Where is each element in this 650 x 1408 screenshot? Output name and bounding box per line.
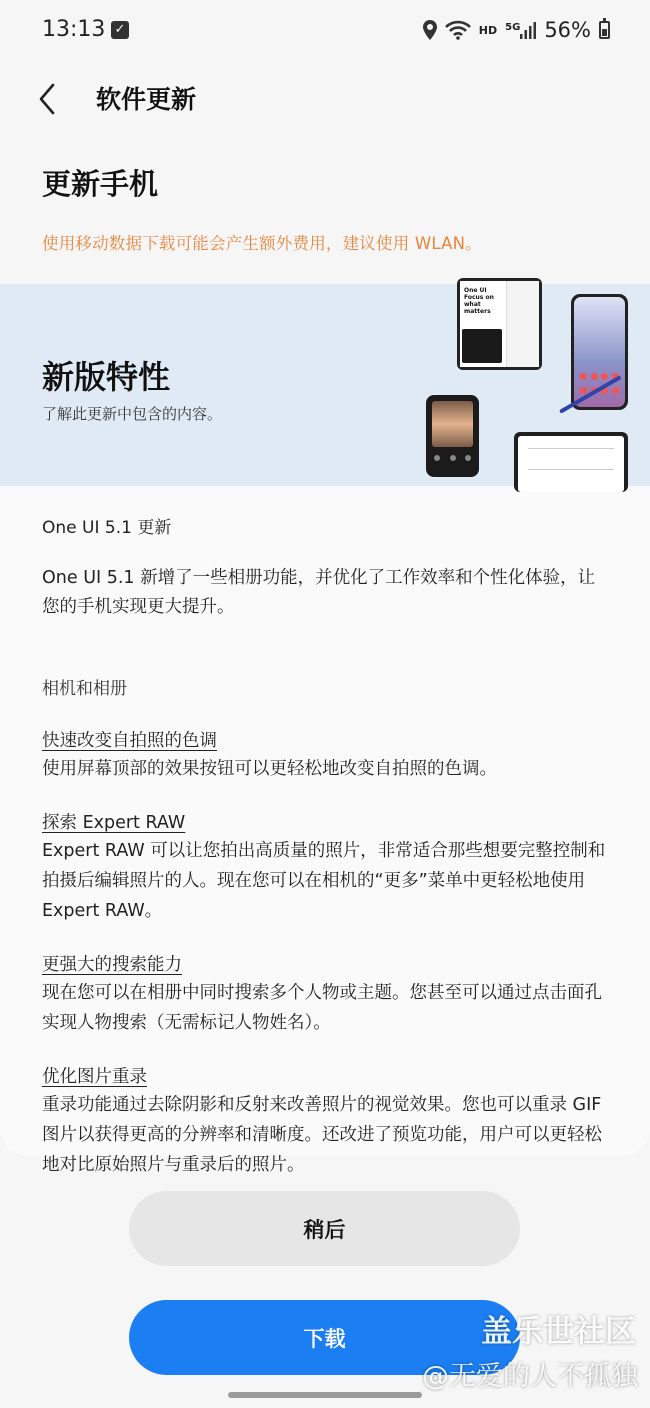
- update-intro: One UI 5.1 新增了一些相册功能，并优化了工作效率和个性化体验，让您的手机实现更大提升。: [42, 568, 596, 617]
- signal-icon: [520, 21, 536, 39]
- page-title: 更新手机: [42, 167, 159, 201]
- update-version-title: One UI 5.1 更新: [42, 518, 172, 538]
- app-bar: [0, 62, 650, 134]
- status-bar: [0, 0, 650, 62]
- watermark-user: @无爱的人不孤独: [422, 1361, 638, 1392]
- whats-new-subtitle: 了解此更新中包含的内容。: [42, 405, 223, 423]
- phone-device-illustration: [571, 294, 628, 410]
- back-arrow-icon[interactable]: [34, 82, 62, 116]
- location-icon: [423, 20, 437, 40]
- home-indicator[interactable]: [228, 1392, 422, 1398]
- feature-description: 重录功能通过去除阴影和反射来改善照片的视觉效果。您也可以重录 GIF 图片以获得更高的分辨率和清晰度。还改进了预览功能，用户可以更轻松地对比原始照片与重录后的照片。: [42, 1095, 602, 1175]
- app-title: 软件更新: [96, 85, 197, 114]
- feature-title: 优化图片重录: [42, 1067, 147, 1087]
- feature-title: 更强大的搜索能力: [42, 955, 182, 975]
- whats-new-banner: [0, 284, 650, 486]
- feature-description: Expert RAW 可以让您拍出高质量的照片，非常适合那些想要完整控制和拍摄后编辑照片的人。现在您可以在相机的“更多”菜单中更轻松地使用 Expert RAW。: [42, 841, 606, 921]
- whats-new-title: 新版特性: [42, 358, 171, 396]
- fold-device-illustration: [457, 278, 542, 370]
- category-title: 相机和相册: [42, 679, 127, 699]
- watermark-site: 盖乐世社区: [481, 1314, 636, 1350]
- network-type: 5G: [505, 22, 521, 33]
- feature-description: 使用屏幕顶部的效果按钮可以更轻松地改变自拍照的色调。: [42, 759, 497, 779]
- feature-description: 现在您可以在相册中同时搜索多个人物或主题。您甚至可以通过点击面孔实现人物搜索（无需标记人物姓名）。: [42, 983, 602, 1033]
- status-time: 13:13: [42, 17, 106, 42]
- download-button[interactable]: 下载: [129, 1300, 520, 1375]
- fold-screen-text: One UI Focus on what matters: [464, 287, 494, 315]
- mobile-data-warning: 使用移动数据下载可能会产生额外费用，建议使用 WLAN。: [42, 234, 482, 253]
- hd-indicator: HD: [478, 23, 498, 37]
- flip-device-illustration: [426, 395, 479, 477]
- status-indicators: [423, 16, 610, 44]
- later-button[interactable]: 稍后: [129, 1191, 520, 1266]
- tablet-device-illustration: [514, 432, 628, 492]
- feature-title: 探索 Expert RAW: [42, 813, 186, 833]
- feature-title: 快速改变自拍照的色调: [42, 731, 217, 751]
- release-notes-card[interactable]: [0, 284, 650, 1175]
- battery-icon: [599, 21, 610, 39]
- notification-check-icon: ✓: [111, 21, 129, 39]
- wifi-icon: [445, 20, 471, 40]
- battery-percent: 56%: [544, 18, 591, 42]
